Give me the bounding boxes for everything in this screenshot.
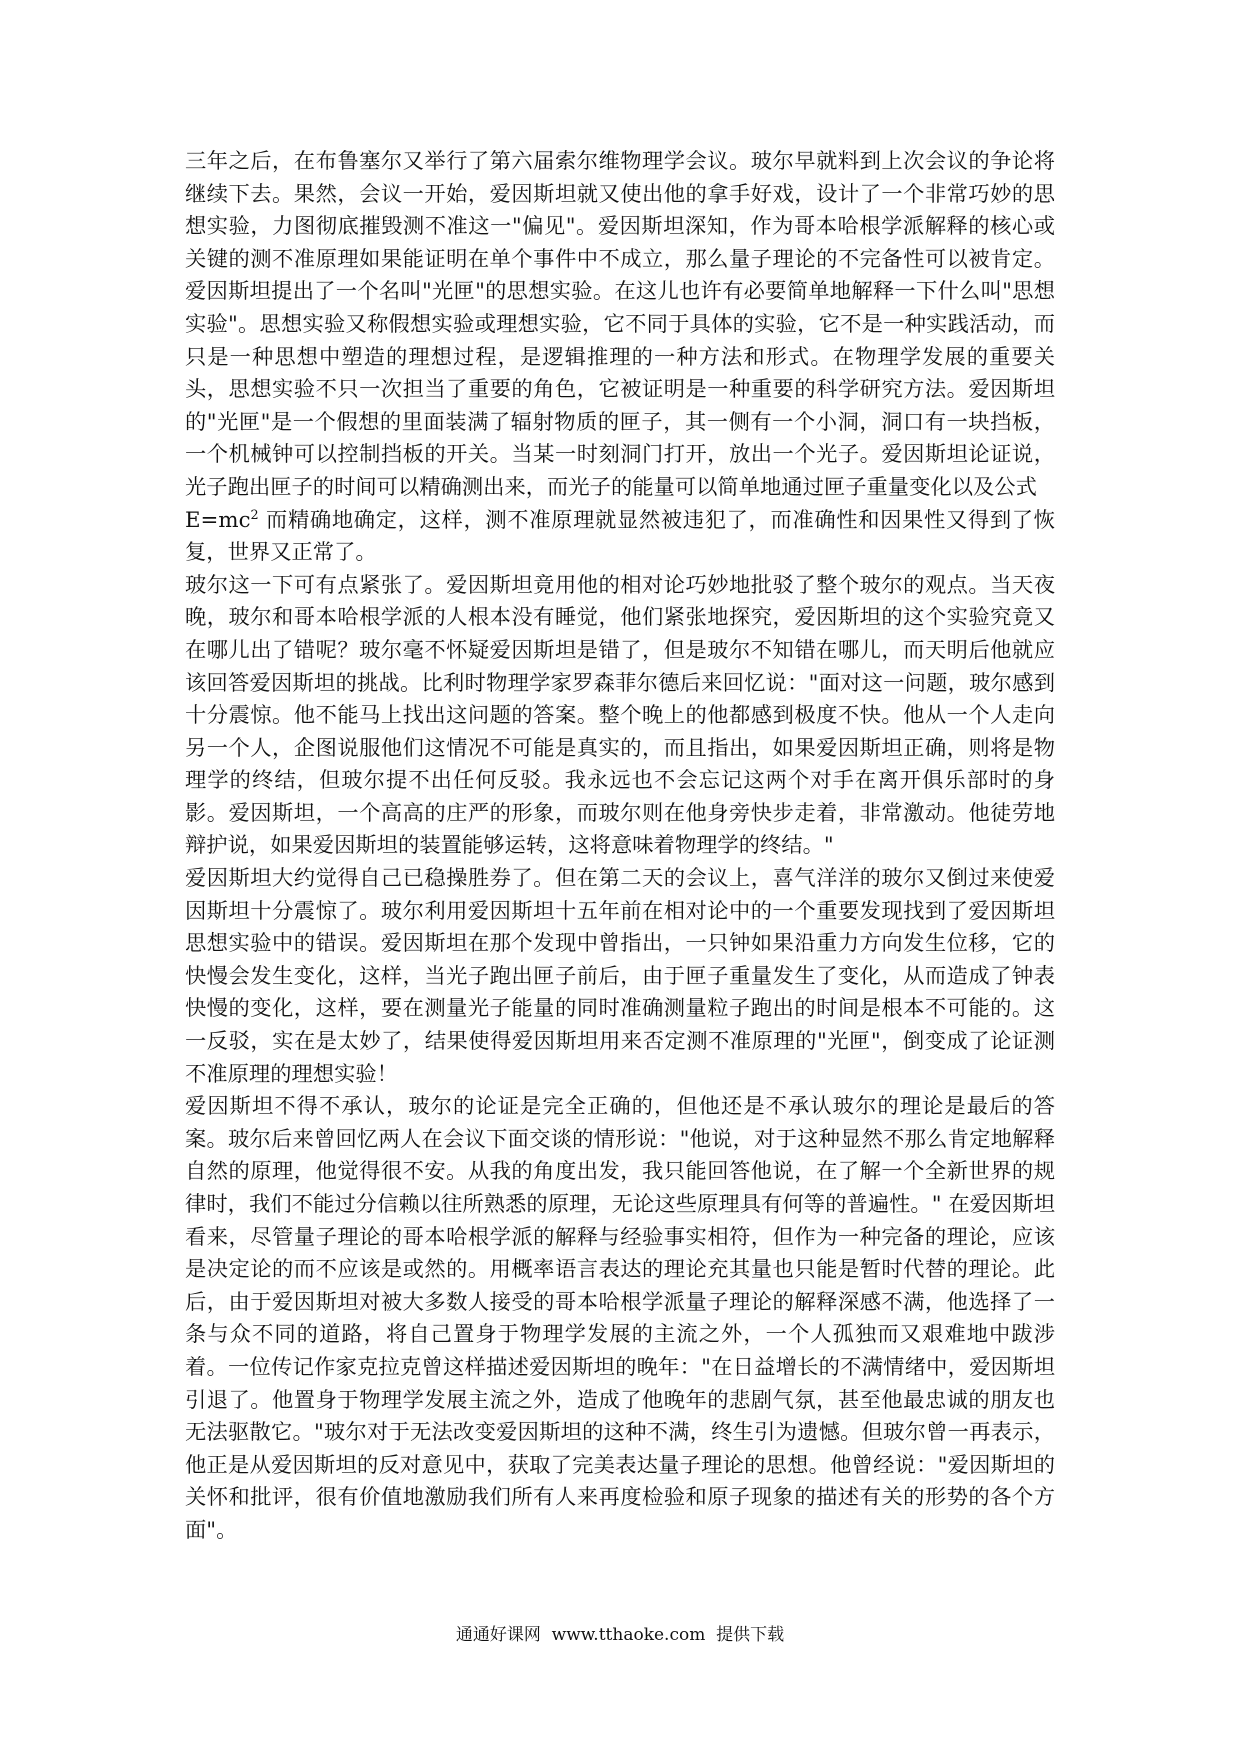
paragraph-1-text: 三年之后，在布鲁塞尔又举行了第六届索尔维物理学会议。玻尔早就料到上次会议的争论将继续下去。果然，会议一开始，爱因斯坦就又使出他的拿手好戏，设计了一个非常巧妙的思想实验，力图彻底摧毁测不准这一"偏见"。爱因斯坦深知，作为哥本哈根学派解释的核心或关键的测不准原理如果能证明在单个事件中不成立，那么量子理论的不完备性可以被肯定。爱因斯坦提出了一个名叫"光匣"的思想实验。在这儿也许有必要简单地解释一下什么叫"思想实验"。思想实验又称假想实验或理想实验，它不同于具体的实验，它不是一种实践活动，而只是一种思想中塑造的理想过程，是逻辑推理的一种方法和形式。在物理学发展的重要关头，思想实验不只一次担当了重要的角色，它被证明是一种重要的科学研究方法。爱因斯坦的"光匣"是一个假想的里面装满了辐射物质的匣子，其一侧有一个小洞，洞口有一块挡板，一个机械钟可以控制挡板的开关。当某一时刻洞门打开，放出一个光子。爱因斯坦论证说，光子跑出匣子的时间可以精确测出来，而光子的能量可以简单地通过匣子重量变化以及公式 (185, 149, 1055, 500)
formula-e-mc2 (185, 508, 259, 533)
page-footer: 通通好课网 www.tthaoke.com 提供下载 (455, 1625, 785, 1645)
paragraph-light-box-intro (185, 146, 1055, 570)
document-body (185, 146, 1055, 1548)
paragraph-bohr-rebuttal: 爱因斯坦大约觉得自己已稳操胜券了。但在第二天的会议上，喜气洋洋的玻尔又倒过来使爱因斯坦十分震惊了。玻尔利用爱因斯坦十五年前在相对论中的一个重要发现找到了爱因斯坦思想实验中的错误。爱因斯坦在那个发现中曾指出，一只钟如果沿重力方向发生位移，它的快慢会发生变化，这样，当光子跑出匣子前后，由于匣子重量发生了变化，从而造成了钟表快慢的变化，这样，要在测量光子能量的同时准确测量粒子跑出的时间是根本不可能的。这一反驳，实在是太妙了，结果使得爱因斯坦用来否定测不准原理的"光匣"，倒变成了论证测不准原理的理想实验！ (185, 866, 1055, 1087)
formula-exponent: 2 (250, 507, 259, 523)
formula-base: E=mc (185, 507, 251, 533)
paragraph-bohr-tense: 玻尔这一下可有点紧张了。爱因斯坦竟用他的相对论巧妙地批驳了整个玻尔的观点。当天夜晚，玻尔和哥本哈根学派的人根本没有睡觉，他们紧张地探究，爱因斯坦的这个实验究竟又在哪儿出了错呢？玻尔毫不怀疑爱因斯坦是错了，但是玻尔不知错在哪儿，而天明后他就应该回答爱因斯坦的挑战。比利时物理学家罗森菲尔德后来回忆说："面对这一问题，玻尔感到十分震惊。他不能马上找出这问题的答案。整个晚上的他都感到极度不快。他从一个人走向另一个人，企图说服他们这情况不可能是真实的，而且指出，如果爱因斯坦正确，则将是物理学的终结，但玻尔提不出任何反驳。我永远也不会忘记这两个对手在离开俱乐部时的身影。爱因斯坦，一个高高的庄严的形象，而玻尔则在他身旁快步走着，非常激动。他徒劳地辩护说，如果爱因斯坦的装置能够运转，这将意味着物理学的终结。" (185, 572, 1055, 859)
paragraph-einstein-later-years: 爱因斯坦不得不承认，玻尔的论证是完全正确的，但他还是不承认玻尔的理论是最后的答案。玻尔后来曾回忆两人在会议下面交谈的情形说："他说，对于这种显然不那么肯定地解释自然的原理，他觉得很不安。从我的角度出发，我只能回答他说，在了解一个全新世界的规律时，我们不能过分信赖以往所熟悉的原理，无论这些原理具有何等的普遍性。" 在爱因斯坦看来，尽管量子理论的哥本哈根学派的解释与经验事实相符，但作为一种完备的理论，应该是决定论的而不应该是或然的。用概率语言表达的理论充其量也只能是暂时代替的理论。此后，由于爱因斯坦对被大多数人接受的哥本哈根学派量子理论的解释深感不满，他选择了一条与众不同的道路，将自己置身于物理学发展的主流之外，一个人孤独而又艰难地中跋涉着。一位传记作家克拉克曾这样描述爱因斯坦的晚年："在日益增长的不满情绪中，爱因斯坦引退了。他置身于物理学发展主流之外，造成了他晚年的悲剧气氛，甚至他最忠诚的朋友也无法驱散它。"玻尔对于无法改变爱因斯坦的这种不满，终生引为遗憾。但玻尔曾一再表示，他正是从爱因斯坦的反对意见中，获取了完美表达量子理论的思想。他曾经说："爱因斯坦的关怀和批评，很有价值地激励我们所有人来再度检验和原子现象的描述有关的形势的各个方面"。 (185, 1094, 1055, 1543)
paragraph-1-continuation: 而精确地确定，这样，测不准原理就显然被违犯了，而准确性和因果性又得到了恢复，世界又正常了。 (185, 507, 1055, 566)
